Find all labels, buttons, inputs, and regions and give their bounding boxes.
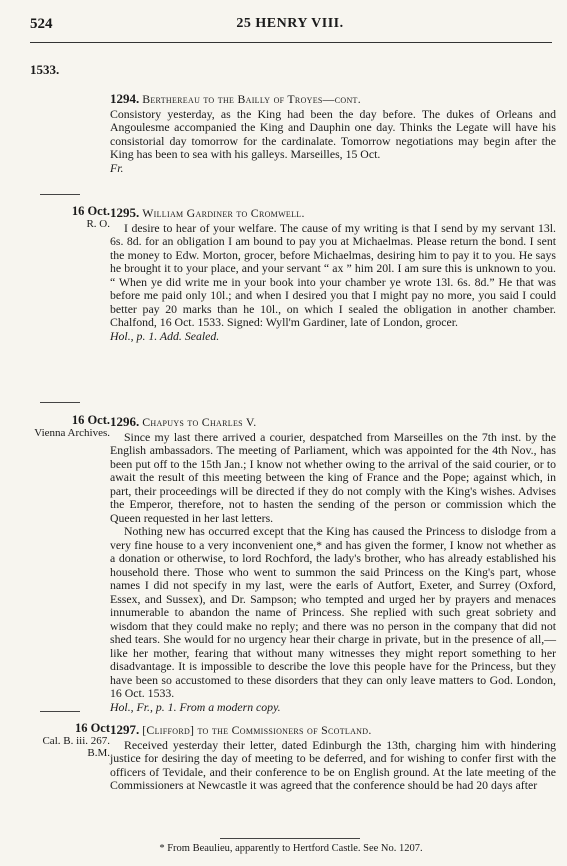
margin-note-1295 [30,205,110,230]
entry-number: 1294. [110,91,140,106]
margin-note-1297 [30,722,110,759]
footnote: * From Beaulieu, apparently to Hertford Castle. See No. 1207. [159,843,423,854]
margin-note-1296 [30,414,110,439]
page-number: 524 [30,16,53,32]
separator [40,711,80,712]
entry-number: 1296. [110,414,140,429]
entry-title: Chapuys to Charles V. [142,415,257,429]
entry-title: Berthereau to the Bailly of Troyes—cont. [142,92,361,106]
margin-source: Cal. B. iii. 267. B.M. [42,735,110,759]
entry-heading [110,92,556,107]
margin-source: R. O. [86,218,110,230]
margin-date: 16 Oct. [71,413,110,427]
entry-1296 [110,415,556,714]
entry-paragraph: Nothing new has occurred except that the King has caused the Princess to dislodge from a very fine house to a very inconvenient one,* and has given the former, I know not whether as a donation or otherwise, to lord Rochford, the lady's brother, who has already established his household there. Those who went to summon the said Princess on the King's part, whose names I did not specify in my last, were the earls of Autfort, Exeter, and Surrey (Oxford, Essex, and Sussex), and Dr. Sampson; who tempted and urged her by prayers and menaces innumerable to abandon the name of Princess. She replied with such great sobriety and wisdom that they could make no reply; and there was no person in the company that did not shed tears. She would for no urgency hear their charge in private, but in the presence of all,—like her mother, fearing that without many witnesses they might report something to her disadvantage. It is impossible to describe the love this people have for the Princess, but they have been so accustomed to these disorders that they can only leave matters to God. London, 16 Oct. 1533. [110,524,556,700]
entry-1294 [110,92,556,175]
header-rule [30,42,552,43]
margin-source: Vienna Archives. [34,427,110,439]
separator [40,402,80,403]
margin-date: 16 Oct [74,721,110,735]
entry-paragraph: I desire to hear of your welfare. The cause of my writing is that I send by my servant 13l. 6s. 8d. for an obligation I am bound to pay you at Michaelmas. Please return the bond. I sent the money to Edw. Morton, grocer, before Michaelmas, desiring him to pay it to you. He says he brought it to your place, and your servant “ ax ” him 20l. I am sure this is unknown to you. “ When ye did write me in your book into your chamber ye wrote 13l. 6s. 8d.” He that was before me paid only 10l.; and when I desired you that I might pay no more, you said I could better pay 20 marks than he 10l., on which I sealed the obligation in another chamber. Chalfond, 16 Oct. 1533. Signed: Wyll'm Gardiner, late of London, grocer. [110,220,556,329]
entry-meta: Hol., Fr., p. 1. From a modern copy. [110,699,281,714]
entry-1295 [110,206,556,343]
separator [40,194,80,195]
entry-paragraph: Since my last there arrived a courier, despatched from Marseilles on the 7th inst. by the English ambassadors. The meeting of Parliament, which was appointed for the 4th Nov., has been put off to the 15th Jan.; I know not whether owing to the arrival of the said courier, or to await the result of this meeting between the king of France and the Pope; against which, in part, their proceedings will be directed if they do not comply with the King's wishes. Advises the Emperor, therefore, not to hasten the sending of the person or commission which the Queen requested in her last letters. [110,429,556,525]
entry-title: William Gardiner to Cromwell. [142,206,305,220]
page-header [30,16,550,38]
running-title: 25 HENRY VIII. [236,16,344,31]
entry-paragraph: Consistory yesterday, as the King had been the day before. The dukes of Orleans and Angoulesme accompanied the King and Dauphin one day. Thinks the Legate will have his consistorial day tomorrow for the cardinalate. Tomorrow negotiations may begin after the King has been to sea with his galleys. Marseilles, 15 Oct. [110,106,556,161]
entry-heading [110,415,556,430]
entry-number: 1295. [110,205,140,220]
entry-heading [110,723,556,738]
entry-title: [Clifford] to the Commissioners of Scotland. [142,723,372,737]
entry-number: 1297. [110,722,140,737]
margin-date: 16 Oct. [71,204,110,218]
entry-paragraph: Received yesterday their letter, dated Edinburgh the 13th, charging him with hindering justice for desiring the day of meeting to be deferred, and for wishing to confer first with the officers of Tevidale, and their conference to be on English ground. At the late meeting of the Commissioners at Newcastle it was agreed that the conference should be had 20 days after [110,737,556,792]
entry-meta: Hol., p. 1. Add. Sealed. [110,328,220,343]
entry-heading [110,206,556,221]
entry-1297 [110,723,556,793]
footnote-rule [220,838,360,839]
entry-meta: Fr. [110,160,124,175]
year-label: 1533. [30,62,60,77]
